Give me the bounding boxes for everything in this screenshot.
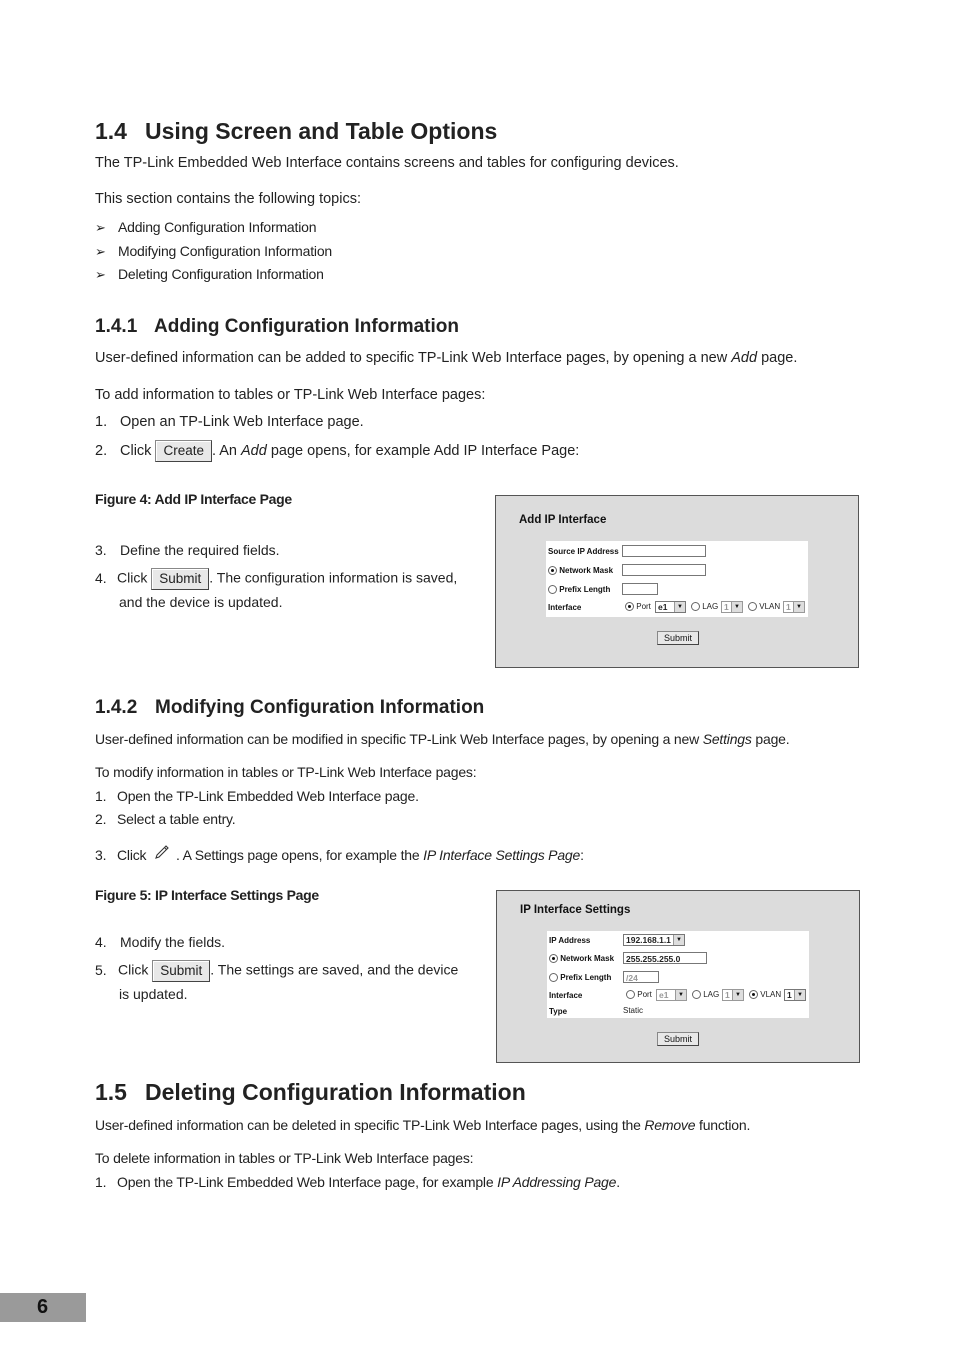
ip-settings-form bbox=[547, 931, 809, 1018]
section-title: Modifying Configuration Information bbox=[155, 697, 485, 718]
add-step-2: 2. Click Create . An Add page opens, for example Add IP Interface Page: bbox=[95, 440, 579, 462]
vlan-radio[interactable] bbox=[748, 602, 757, 611]
port-radio[interactable] bbox=[625, 602, 634, 611]
prefix-length-row: Prefix Length /24 bbox=[547, 969, 809, 985]
create-button: Create bbox=[155, 440, 212, 462]
vlan-radio[interactable] bbox=[749, 990, 758, 999]
network-mask-input[interactable]: 255.255.255.0 bbox=[623, 952, 707, 964]
lag-select[interactable]: 1 ▼ bbox=[722, 989, 744, 1001]
panel-submit-button[interactable]: Submit bbox=[657, 1032, 699, 1046]
add-step-1: 1. Open an TP-Link Web Interface page. bbox=[95, 414, 364, 430]
network-mask-input[interactable] bbox=[622, 564, 706, 576]
page-number-tab bbox=[0, 1293, 86, 1322]
arrow-bullet-icon: ➢ bbox=[95, 244, 106, 259]
topic-item: ➢ Deleting Configuration Information bbox=[95, 266, 324, 282]
add-step-4: 4. Click Submit . The configuration information is saved, bbox=[95, 568, 457, 590]
modify-step-4: 4. Modify the fields. bbox=[95, 934, 226, 950]
lag-radio[interactable] bbox=[691, 602, 700, 611]
ip-address-row: IP Address 192.168.1.1 ▼ bbox=[547, 932, 809, 948]
ip-interface-settings-screenshot bbox=[496, 890, 860, 1063]
submit-button: Submit bbox=[151, 568, 209, 590]
source-ip-row: Source IP Address bbox=[546, 543, 808, 559]
section-1-4-1-heading bbox=[95, 316, 459, 338]
section-number: 1.4.1 bbox=[95, 316, 138, 337]
section-number: 1.5 bbox=[95, 1079, 127, 1105]
interface-row: Interface Port e1 ▼ LAG 1 ▼ VLAN 1 ▼ bbox=[547, 987, 809, 1003]
modify-step-3: 3. Click . A Settings page opens, for example the IP Interface Settings Page: bbox=[95, 844, 584, 863]
prefix-length-radio[interactable] bbox=[549, 973, 558, 982]
modify-step-1: 1. Open the TP-Link Embedded Web Interface page. bbox=[95, 788, 419, 804]
topic-item: ➢ Adding Configuration Information bbox=[95, 219, 317, 235]
section-1-4-1-intro: User-defined information can be added to specific TP-Link Web Interface pages, by opening a new Add page. bbox=[95, 350, 798, 366]
topic-item: ➢ Modifying Configuration Information bbox=[95, 243, 333, 259]
section-1-4-2-heading bbox=[95, 697, 484, 719]
type-value: Static bbox=[623, 1006, 644, 1015]
prefix-length-radio[interactable] bbox=[548, 585, 557, 594]
section-1-4-intro: The TP-Link Embedded Web Interface contains screens and tables for configuring devices. bbox=[95, 155, 679, 171]
modify-steps-intro: To modify information in tables or TP-Link Web Interface pages: bbox=[95, 764, 477, 780]
add-step-3: 3. Define the required fields. bbox=[95, 542, 280, 558]
section-number: 1.4 bbox=[95, 118, 127, 144]
submit-button: Submit bbox=[152, 960, 210, 982]
network-mask-row: Network Mask bbox=[546, 562, 808, 578]
modify-step-2: 2. Select a table entry. bbox=[95, 811, 236, 827]
vlan-select[interactable]: 1 ▼ bbox=[783, 601, 805, 613]
network-mask-row: Network Mask 255.255.255.0 bbox=[547, 950, 809, 966]
figure-4-caption: Figure 4: Add IP Interface Page bbox=[95, 491, 292, 507]
add-step-4-cont: and the device is updated. bbox=[119, 594, 283, 610]
delete-steps-intro: To delete information in tables or TP-Link Web Interface pages: bbox=[95, 1150, 474, 1166]
port-select[interactable]: e1 ▼ bbox=[655, 601, 686, 613]
arrow-bullet-icon: ➢ bbox=[95, 267, 106, 282]
port-select[interactable]: e1 ▼ bbox=[656, 989, 687, 1001]
port-radio[interactable] bbox=[626, 990, 635, 999]
panel-title: Add IP Interface bbox=[519, 514, 607, 526]
section-title: Adding Configuration Information bbox=[154, 316, 460, 337]
section-title: Deleting Configuration Information bbox=[145, 1079, 526, 1105]
page-number: 6 bbox=[37, 1296, 49, 1318]
source-ip-input[interactable] bbox=[622, 545, 706, 557]
network-mask-radio[interactable] bbox=[548, 566, 557, 575]
type-row: Type Static bbox=[549, 1006, 644, 1016]
section-1-5-intro: User-defined information can be deleted in specific TP-Link Web Interface pages, using the Remove function. bbox=[95, 1117, 751, 1133]
prefix-length-input[interactable] bbox=[622, 583, 658, 595]
section-title: Using Screen and Table Options bbox=[145, 118, 498, 144]
add-ip-form bbox=[546, 541, 808, 617]
pencil-icon bbox=[150, 844, 176, 862]
ip-address-select[interactable]: 192.168.1.1 ▼ bbox=[623, 934, 685, 946]
lag-radio[interactable] bbox=[692, 990, 701, 999]
network-mask-radio[interactable] bbox=[549, 954, 558, 963]
section-1-4-heading bbox=[95, 118, 497, 145]
modify-step-5: 5. Click Submit . The settings are saved, and the device bbox=[95, 960, 458, 982]
prefix-length-row: Prefix Length bbox=[546, 581, 808, 597]
delete-step-1: 1. Open the TP-Link Embedded Web Interface page, for example IP Addressing Page. bbox=[95, 1174, 620, 1190]
add-steps-intro: To add information to tables or TP-Link Web Interface pages: bbox=[95, 387, 486, 403]
vlan-select[interactable]: 1 ▼ bbox=[784, 989, 806, 1001]
prefix-length-input[interactable]: /24 bbox=[623, 971, 659, 983]
section-1-5-heading bbox=[95, 1079, 526, 1106]
lag-select[interactable]: 1 ▼ bbox=[721, 601, 743, 613]
figure-5-caption: Figure 5: IP Interface Settings Page bbox=[95, 887, 319, 903]
section-1-4-2-intro: User-defined information can be modified in specific TP-Link Web Interface pages, by opening a new Settings page. bbox=[95, 731, 790, 747]
arrow-bullet-icon: ➢ bbox=[95, 220, 106, 235]
topics-intro: This section contains the following topics: bbox=[95, 191, 361, 207]
panel-submit-button[interactable]: Submit bbox=[657, 631, 699, 645]
interface-row: Interface Port e1 ▼ LAG 1 ▼ VLAN 1 ▼ bbox=[546, 599, 808, 615]
section-number: 1.4.2 bbox=[95, 697, 138, 718]
add-ip-interface-screenshot bbox=[495, 495, 859, 668]
modify-step-5-cont: is updated. bbox=[119, 986, 188, 1002]
panel-title: IP Interface Settings bbox=[520, 904, 631, 916]
